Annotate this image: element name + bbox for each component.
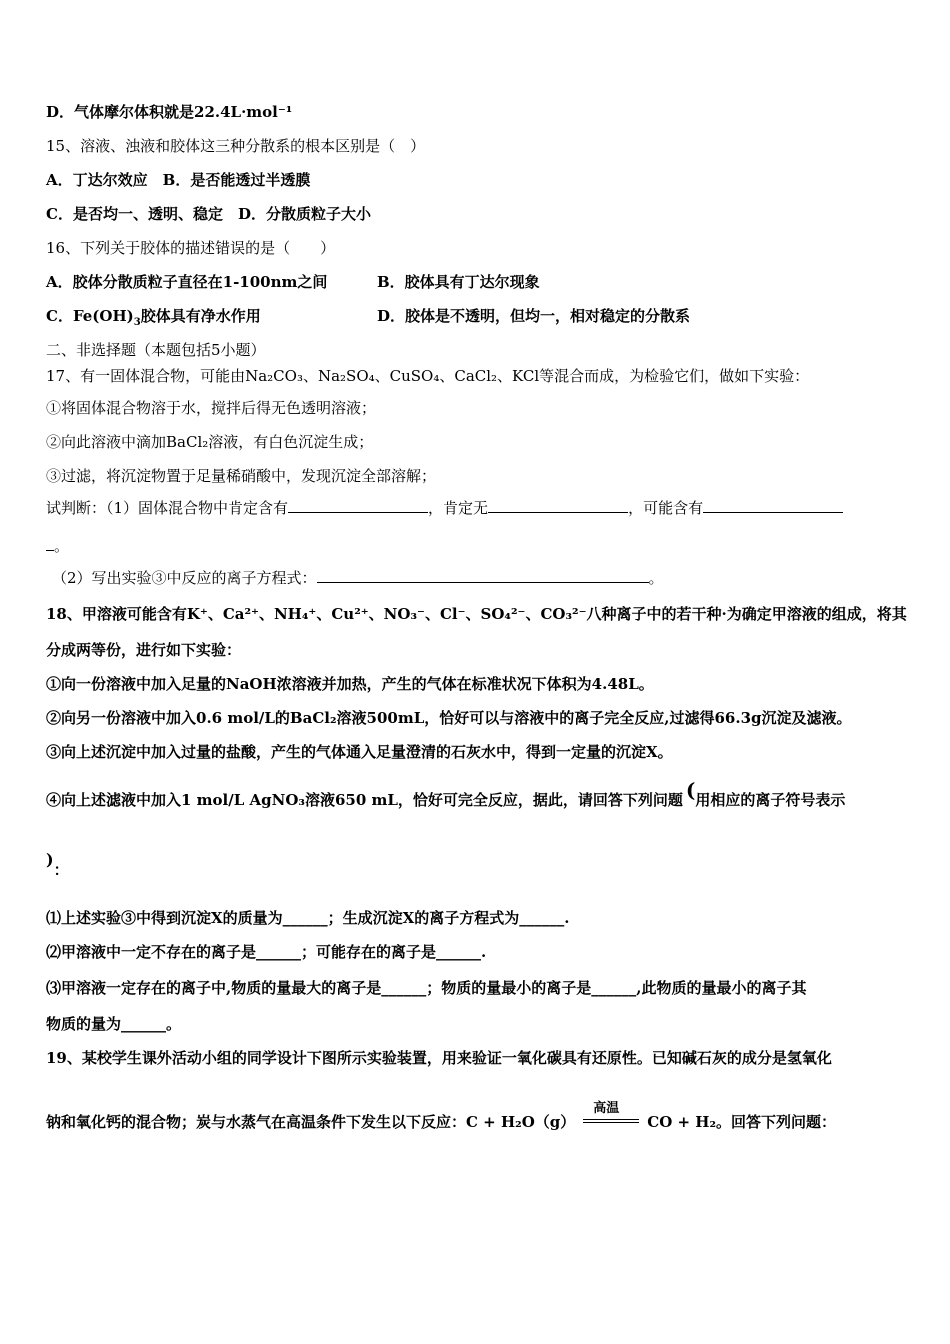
q16-option-b: B．胶体具有丁达尔现象 [377, 273, 540, 291]
q17-stem: 17、有一固体混合物，可能由Na₂CO₃、Na₂SO₄、CuSO₄、CaCl₂、KCl等混合而成，为检验它们，做如下实验： [46, 367, 810, 385]
answer-blank[interactable] [703, 498, 843, 513]
q17-step-2: ②向此溶液中滴加BaCl₂溶液，有白色沉淀生成； [46, 433, 374, 451]
q17-part-2: （2）写出实验③中反应的离子方程式： 。 [52, 569, 664, 587]
q15-options-ab: A．丁达尔效应 B．是否能透过半透膜 [46, 171, 311, 189]
q17-step-3: ③过滤，将沉淀物置于足量稀硝酸中，发现沉淀全部溶解； [46, 467, 437, 485]
q16-option-c: C．$Fe(OH)_3$胶体具有净水作用 [46, 307, 261, 328]
q18-experiment-4: ④向上述滤液中加入1 mol/L AgNO₃溶液650 mL，恰好可完全反应，据此，请回答下列问题 (用相应的离子符号表示 [46, 778, 846, 809]
q15-options-cd: C．是否均一、透明、稳定 D．分散质粒子大小 [46, 205, 371, 223]
q18-experiment-3: ③向上述沉淀中加入过量的盐酸，产生的气体通入足量澄清的石灰水中，得到一定量的沉淀X。 [46, 743, 673, 761]
q18-experiment-4-end: )： [46, 850, 69, 879]
q18-experiment-1: ①向一份溶液中加入足量的NaOH浓溶液并加热，产生的气体在标准状况下体积为4.48L。 [46, 675, 654, 693]
reaction-equals-sign: 高温 [583, 1113, 639, 1133]
q16-stem: 16、下列关于胶体的描述错误的是（ ） [46, 239, 336, 257]
answer-blank[interactable] [317, 568, 649, 583]
q18-sub-question-3-cont: 物质的量为______。 [46, 1015, 182, 1033]
q18-sub-question-2: ⑵甲溶液中一定不存在的离子是______；可能存在的离子是______. [46, 943, 487, 961]
q16-option-a: A．胶体分散质粒子直径在1-100nm之间 [46, 273, 328, 291]
section-title: 二、非选择题（本题包括5小题） [46, 341, 266, 359]
q19-stem-line-2: 钠和氧化钙的混合物；炭与水蒸气在高温条件下发生以下反应：C + H₂O（g） 高温 CO + H₂。回答下列问题： [46, 1101, 837, 1131]
q18-stem-line-1: 18、甲溶液可能含有K⁺、Ca²⁺、NH₄⁺、Cu²⁺、NO₃⁻、Cl⁻、SO₄²⁻、CO₃²⁻八种离子中的若干种·为确定甲溶液的组成，将其 [46, 605, 907, 623]
answer-blank[interactable] [488, 498, 628, 513]
q18-sub-question-3: ⑶甲溶液一定存在的离子中,物质的量最大的离子是______；物质的量最小的离子是______,此物质的量最小的离子其 [46, 979, 807, 997]
q15-stem: 15、溶液、浊液和胶体这三种分散系的根本区别是（ ） [46, 137, 426, 155]
q14-option-d: D．气体摩尔体积就是22.4L·mol⁻¹ [46, 103, 293, 121]
q18-sub-question-1: ⑴上述实验③中得到沉淀X的质量为______；生成沉淀X的离子方程式为______. [46, 909, 570, 927]
answer-blank[interactable] [288, 498, 428, 513]
q17-judgement-end: 。 [46, 536, 69, 556]
q18-stem-line-2: 分成两等份，进行如下实验： [46, 641, 242, 659]
answer-blank[interactable] [46, 536, 54, 551]
q16-option-d: D．胶体是不透明，但均一，相对稳定的分散系 [377, 307, 691, 325]
q18-experiment-2: ②向另一份溶液中加入0.6 mol/L的BaCl₂溶液500mL，恰好可以与溶液中的离子完全反应,过滤得66.3g沉淀及滤液。 [46, 709, 852, 727]
q17-judgement: 试判断：（1）固体混合物中肯定含有 ，肯定无 ，可能含有 [46, 498, 843, 518]
q19-stem-line-1: 19、某校学生课外活动小组的同学设计下图所示实验装置，用来验证一氧化碳具有还原性。已知碱石灰的成分是氢氧化 [46, 1049, 832, 1067]
q17-step-1: ①将固体混合物溶于水，搅拌后得无色透明溶液； [46, 399, 377, 417]
